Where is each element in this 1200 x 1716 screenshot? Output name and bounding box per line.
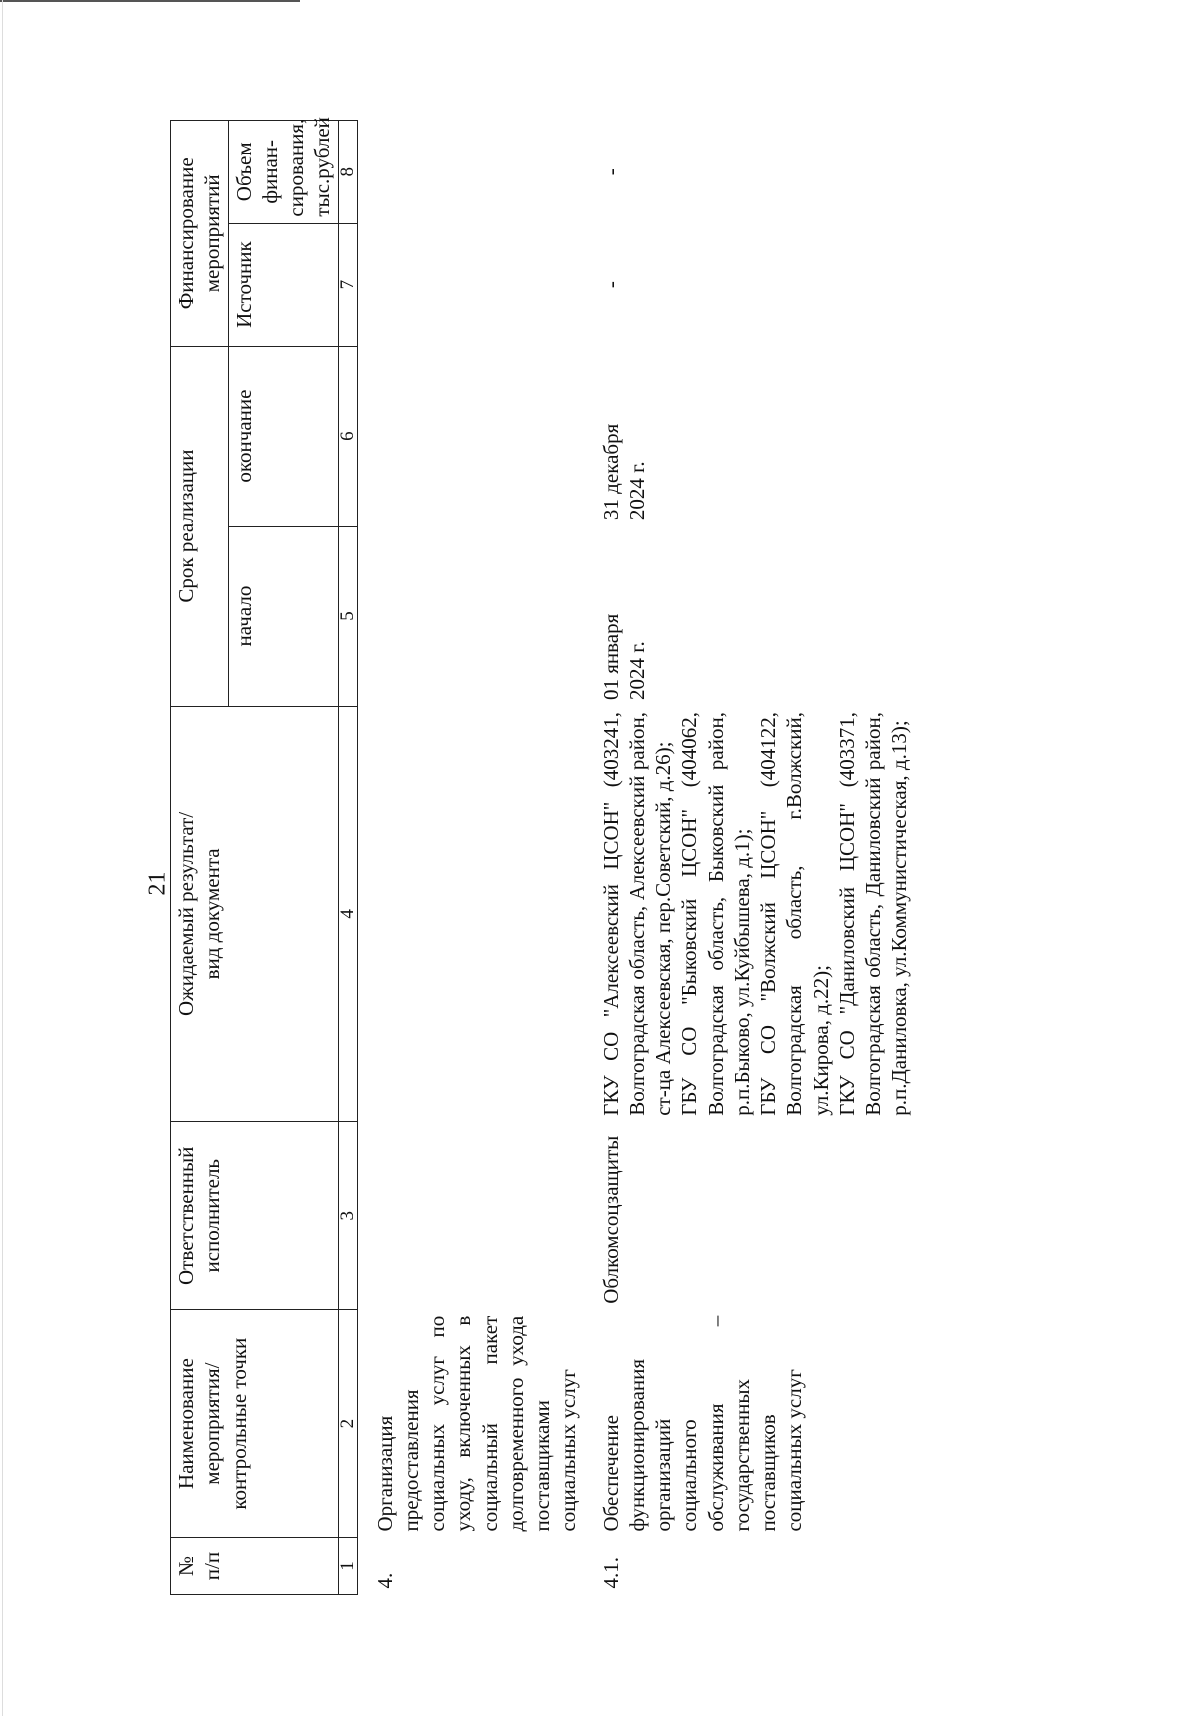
row-start — [357, 526, 584, 706]
header-result: Ожидаемый результат/ вид документа — [171, 706, 339, 1122]
header-start: начало — [228, 526, 338, 706]
table-row — [357, 121, 584, 1595]
column-number: 2 — [338, 1310, 357, 1538]
row-end — [357, 346, 584, 526]
column-number: 6 — [338, 346, 357, 526]
row-executor — [357, 1122, 584, 1310]
header-amount: Объем финан- сирования, тыс.рублей — [228, 121, 338, 224]
column-number: 1 — [338, 1538, 357, 1595]
row-source: - — [598, 281, 623, 289]
column-number: 7 — [338, 223, 357, 346]
header-name: Наименование мероприятия/ контрольные точки — [171, 1310, 339, 1538]
row-result — [357, 706, 584, 1122]
row-start: 01 января 2024 г. — [598, 613, 649, 701]
row-amount — [357, 121, 584, 224]
column-number: 3 — [338, 1122, 357, 1310]
column-number: 4 — [338, 706, 357, 1122]
scan-left-edge — [2, 0, 3, 1716]
header-finance-group: Финансирование мероприятий — [171, 121, 229, 347]
row-name: Обеспечение функционирования организаций социального обслуживания – государственных поставщиков социальных услуг — [598, 1315, 807, 1532]
column-number: 8 — [338, 121, 357, 224]
scan-edge-line — [0, 0, 300, 2]
row-source — [357, 223, 584, 346]
rotated-table-container — [170, 117, 1200, 1595]
row-name: Организация предоставления социальных услуг по уходу, включенных в социальный пакет долговременного ухода поставщиками социальных услуг — [372, 1315, 581, 1532]
header-executor: Ответственный исполнитель — [171, 1122, 339, 1310]
header-number: № п/п — [171, 1538, 339, 1595]
header-term-group: Срок реализации — [171, 346, 229, 706]
row-amount: - — [598, 168, 623, 176]
row-result: ГКУ СО "Алексеевский ЦСОН" (403241, Волгоградская область, Алексеевский район, ст-ца Алексеевская, пер.Советский, д.26); ГБУ СО "Быковский ЦСОН" (404062, Волгоградская область, Быковский район, р.п.Быково, ул.Куйбышева, д.1); ГБУ СО "Волжский ЦСОН" (404122, Волгоградская область, г.Волжский, ул.Кирова, д.22); ГКУ СО "Даниловский ЦСОН" (403371, Волгоградская область, Даниловский район, р.п.Даниловка, ул.Коммунистическая, д.13); — [598, 712, 912, 1116]
header-end: окончание — [228, 346, 338, 526]
row-number: 4.1. — [598, 1557, 623, 1589]
row-end: 31 декабря 2024 г. — [598, 423, 649, 521]
row-number: 4. — [372, 1572, 397, 1589]
row-executor: Облкомсоцзащиты — [598, 1135, 623, 1304]
page-number: 21 — [144, 871, 171, 896]
measures-table — [170, 117, 915, 1595]
column-number: 5 — [338, 526, 357, 706]
table-row — [584, 121, 915, 1595]
header-source: Источник — [228, 223, 338, 346]
column-numbers-row — [338, 121, 357, 1595]
